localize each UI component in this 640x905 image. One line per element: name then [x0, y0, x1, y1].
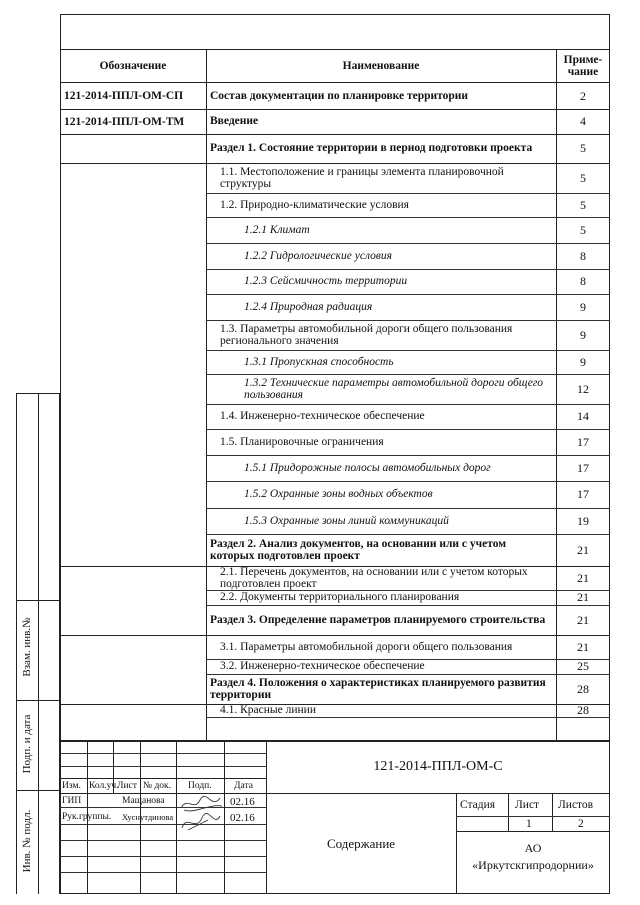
row-code: [64, 674, 204, 704]
row-page: 5: [580, 170, 586, 185]
row-name: Раздел 4. Положения о характеристиках планируемого развития территории: [210, 676, 546, 701]
row-code: [64, 605, 204, 635]
sheet-value: 1: [526, 818, 532, 830]
table-row: [60, 455, 610, 481]
table-row: [60, 704, 610, 717]
row-code: [64, 534, 204, 566]
table-row: [60, 294, 610, 320]
row-page: 14: [577, 409, 589, 423]
row-code: 121-2014-ППЛ-ОМ-ТМ: [64, 115, 185, 128]
gip-date: 02.16: [230, 796, 255, 808]
table-row: [60, 534, 610, 566]
row-page: 2: [580, 88, 586, 103]
row-name: 1.5.3 Охранные зоны линий коммуникаций: [244, 514, 449, 527]
stamp-doc-code: 121-2014-ППЛ-ОМ-С: [373, 758, 503, 774]
side-podp-label: Подп. и дата: [21, 714, 33, 774]
row-name: 1.5.2 Охранные зоны водных объектов: [244, 488, 433, 501]
table-row: [60, 566, 610, 590]
side-vzam-label: Взам. инв.№: [21, 617, 33, 677]
table-row: [60, 635, 610, 659]
table-row: [60, 481, 610, 508]
row-name: 2.1. Перечень документов, на основании или с учетом которых подготовлен проект: [220, 565, 528, 590]
row-name: Раздел 2. Анализ документов, на основании или с учетом которых подготовлен проект: [210, 537, 507, 562]
row-page: 25: [577, 659, 589, 673]
table-header: [60, 49, 610, 83]
row-page: 9: [580, 327, 586, 342]
title-block: [60, 740, 610, 894]
row-code: [64, 659, 204, 674]
row-page: 9: [580, 354, 586, 369]
row-page: 17: [577, 434, 589, 449]
table-row: [60, 659, 610, 674]
sheet-label: Лист: [515, 799, 540, 811]
row-code: [64, 193, 204, 217]
header-note: Приме- чание: [563, 54, 603, 78]
row-name: 4.1. Красные линии: [220, 704, 316, 717]
row-name: 1.3.1 Пропускная способность: [244, 355, 394, 368]
row-divider: [206, 717, 610, 718]
stamp-title: Содержание: [326, 835, 396, 851]
table-row: [60, 217, 610, 243]
table-row: [60, 83, 610, 109]
row-code: [64, 704, 204, 717]
row-page: 21: [577, 570, 589, 585]
table-row: [60, 508, 610, 534]
table-row: [60, 674, 610, 704]
side-inv-label: Инв. № подл.: [21, 809, 33, 873]
row-code: [64, 320, 204, 350]
table-row: [60, 163, 610, 193]
table-row: [60, 269, 610, 294]
row-code: [64, 635, 204, 659]
row-page: 28: [577, 681, 589, 696]
row-name: 1.5.1 Придорожные полосы автомобильных дорог: [244, 461, 491, 474]
stamp-col-data: Дата: [234, 781, 253, 791]
row-page: 4: [580, 114, 586, 128]
row-name: 1.2.4 Природная радиация: [244, 300, 373, 313]
row-name: 1.3. Параметры автомобильной дороги общего пользования регионального значения: [220, 322, 513, 347]
signature-ruk: [178, 810, 224, 836]
row-code: [64, 269, 204, 294]
table-row: [60, 320, 610, 350]
row-page: 28: [577, 703, 589, 717]
table-row: [60, 590, 610, 605]
row-name: 3.1. Параметры автомобильной дороги общего пользования: [220, 640, 513, 653]
row-name: 1.1. Местоположение и границы элемента планировочной структуры: [220, 165, 504, 190]
table-row: [60, 404, 610, 429]
row-code: [64, 481, 204, 508]
stamp-col-podp: Подп.: [188, 781, 212, 791]
ruk-name: Хуснутдинова: [122, 812, 174, 822]
sheets-value: 2: [578, 818, 584, 830]
org-line-2: «Иркутскгипродорнии»: [472, 858, 594, 872]
ruk-date: 02.16: [230, 812, 255, 824]
row-name: 1.2.2 Гидрологические условия: [244, 249, 392, 262]
row-page: 21: [577, 612, 589, 627]
gip-label: ГИП: [62, 796, 82, 806]
row-page: 17: [577, 487, 589, 501]
row-code: [64, 243, 204, 269]
row-page: 21: [577, 542, 589, 557]
stage-label: Стадия: [460, 799, 496, 811]
row-name: Раздел 1. Состояние территории в период подготовки проекта: [210, 142, 533, 155]
table-row: [60, 605, 610, 635]
row-page: 8: [580, 274, 586, 288]
row-page: 5: [580, 222, 586, 237]
row-page: 12: [577, 381, 589, 396]
stamp-col-doc: № док.: [143, 781, 172, 791]
side-stamp: [6, 393, 60, 894]
table-row: [60, 243, 610, 269]
row-page: 5: [580, 141, 586, 155]
sheets-label: Листов: [558, 799, 594, 811]
row-name: 1.2. Природно-климатические условия: [220, 198, 409, 211]
row-name: 1.4. Инженерно-техническое обеспечение: [220, 410, 425, 423]
row-page: 5: [580, 197, 586, 212]
row-name: 1.2.1 Климат: [244, 223, 310, 236]
row-code: [64, 429, 204, 455]
row-code: [64, 163, 204, 193]
org-name: [456, 840, 610, 874]
row-name: 1.5. Планировочные ограничения: [220, 435, 384, 448]
table-row: [60, 134, 610, 163]
row-name: 1.2.3 Сейсмичность территории: [244, 275, 408, 288]
row-name: 1.3.2 Технические параметры автомобильной дороги общего пользования: [244, 376, 544, 401]
row-code: [64, 350, 204, 374]
row-name: Состав документации по планировке территории: [210, 89, 469, 102]
row-page: 9: [580, 299, 586, 314]
row-code: [64, 294, 204, 320]
table-row: [60, 429, 610, 455]
org-line-1: АО: [524, 841, 542, 855]
ruk-label: Рук.группы.: [62, 812, 112, 822]
row-code: [64, 455, 204, 481]
row-page: 17: [577, 460, 589, 475]
row-name: 3.2. Инженерно-техническое обеспечение: [220, 660, 425, 673]
row-code: [64, 374, 204, 404]
row-name: Раздел 3. Определение параметров планируемого строительства: [210, 613, 546, 626]
row-name: 2.2. Документы территориального планирования: [220, 591, 460, 604]
stamp-col-list: Лист: [117, 781, 137, 791]
row-code: [64, 404, 204, 429]
row-code: [64, 508, 204, 534]
row-code: [64, 566, 204, 590]
row-code: [64, 217, 204, 243]
table-row: [60, 350, 610, 374]
row-page: 19: [577, 513, 589, 528]
header-designation: Обозначение: [99, 60, 167, 72]
row-code: 121-2014-ППЛ-ОМ-СП: [64, 90, 184, 102]
row-code: [64, 590, 204, 605]
row-page: 8: [580, 248, 586, 263]
table-row: [60, 109, 610, 134]
stamp-col-izm: Изм.: [62, 781, 81, 791]
header-name: Наименование: [342, 60, 420, 72]
table-row: [60, 374, 610, 404]
row-name: Введение: [210, 115, 259, 128]
stamp-col-kol: Кол.уч.: [89, 781, 119, 791]
row-page: 21: [577, 639, 589, 654]
row-code: [64, 134, 204, 163]
gip-name: Мащанова: [122, 796, 165, 806]
table-row: [60, 193, 610, 217]
row-page: 21: [577, 590, 589, 604]
